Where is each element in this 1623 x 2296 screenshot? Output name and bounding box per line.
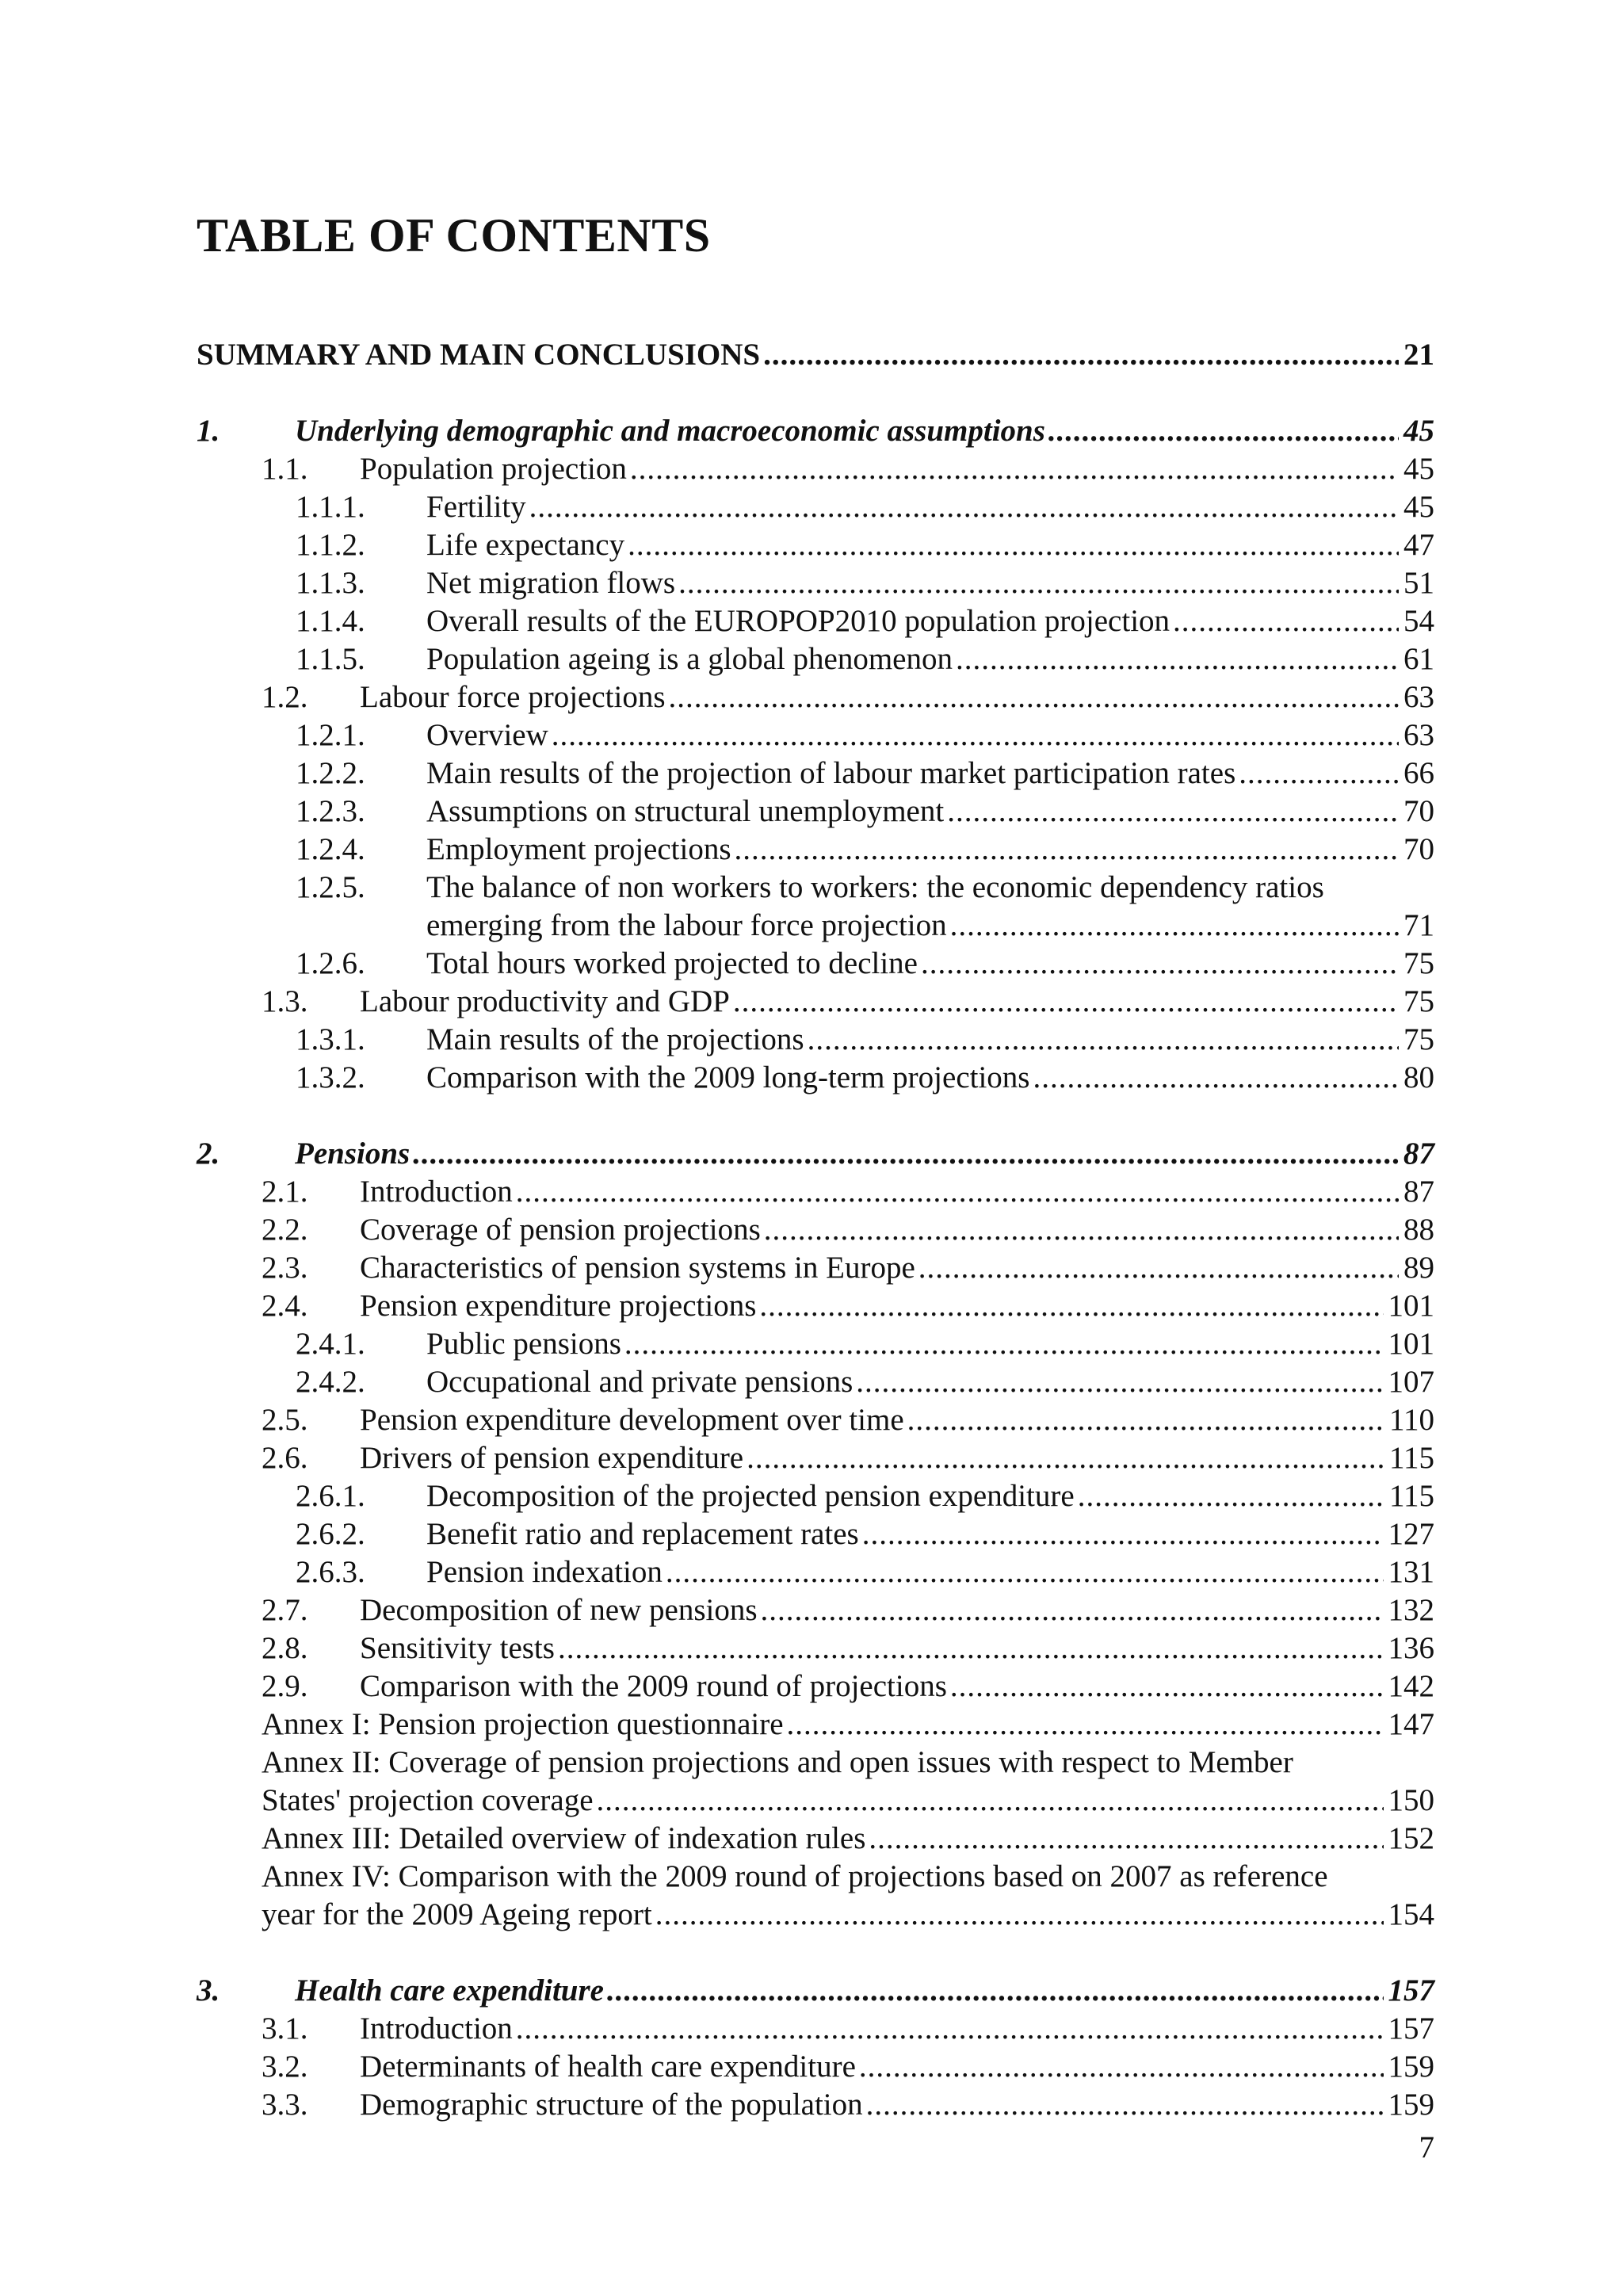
dot-leader <box>552 716 1399 755</box>
toc-entry[interactable] <box>197 945 1434 983</box>
toc-entry-text: Underlying demographic and macroeconomic assumptions <box>295 414 1045 448</box>
toc-entry[interactable] <box>197 831 1434 869</box>
toc-entry-text: Assumptions on structural unemployment <box>426 794 945 828</box>
toc-page-number: 157 <box>1388 1973 1434 2008</box>
toc-entry-text: Introduction <box>360 2011 513 2046</box>
toc-entry-number: 2.4.1. <box>296 1327 365 1361</box>
toc-entry-number: 2.6.3. <box>296 1555 365 1589</box>
toc-entry[interactable] <box>197 1249 1434 1287</box>
toc-entry-text: Total hours worked projected to decline <box>426 946 918 980</box>
toc-page-number: 152 <box>1388 1821 1434 1855</box>
toc-annex[interactable] <box>197 1744 1434 1782</box>
toc-entry[interactable] <box>197 2086 1434 2124</box>
toc-chapter-2[interactable] <box>197 1135 1434 1173</box>
toc-entry-text: The balance of non workers to workers: the economic dependency ratios <box>426 870 1324 904</box>
toc-entry-text: Sensitivity tests <box>360 1631 555 1665</box>
toc-entry[interactable] <box>197 1668 1434 1706</box>
dot-leader <box>764 1211 1399 1249</box>
toc-entry-text: SUMMARY AND MAIN CONCLUSIONS <box>197 338 761 372</box>
toc-entry-text: Characteristics of pension systems in Europe <box>360 1251 915 1285</box>
toc-entry-number: 1.3.2. <box>296 1060 365 1095</box>
toc-entry-text: Determinants of health care expenditure <box>360 2050 856 2084</box>
toc-page-number: 136 <box>1388 1631 1434 1665</box>
page-title: TABLE OF CONTENTS <box>197 209 711 262</box>
toc-page-number: 47 <box>1403 528 1434 562</box>
toc-entry-text: Overview <box>426 718 548 752</box>
toc-entry-text: Labour productivity and GDP <box>360 984 730 1018</box>
dot-leader <box>759 1287 1383 1325</box>
toc-entry-number: 1.1.2. <box>296 528 365 562</box>
toc-entry-text: Health care expenditure <box>295 1973 604 2008</box>
toc-entry-text: Decomposition of the projected pension expenditure <box>426 1479 1075 1513</box>
toc-entry[interactable] <box>197 1553 1434 1591</box>
dot-leader <box>787 1706 1384 1744</box>
dot-leader <box>866 2086 1384 2124</box>
toc-entry-text: Overall results of the EUROPOP2010 population projection <box>426 604 1170 638</box>
toc-entry[interactable] <box>197 1325 1434 1363</box>
toc-entry[interactable] <box>197 1591 1434 1629</box>
toc-page-number: 71 <box>1403 908 1434 942</box>
toc-entry-number: 1.1.5. <box>296 642 365 676</box>
toc-annex[interactable] <box>197 1706 1434 1744</box>
toc-page-number: 70 <box>1403 832 1434 866</box>
dot-leader <box>947 793 1399 831</box>
toc-page-number: 154 <box>1388 1897 1434 1931</box>
toc-entry-text: Decomposition of new pensions <box>360 1593 758 1627</box>
toc-page-number: 75 <box>1403 984 1434 1018</box>
dot-leader <box>666 1553 1384 1591</box>
toc-entry[interactable] <box>197 869 1434 907</box>
toc-page-number: 142 <box>1388 1669 1434 1703</box>
toc-entry-number: 1.2.6. <box>296 946 365 980</box>
dot-leader <box>735 831 1399 869</box>
dot-leader <box>678 564 1399 602</box>
toc-chapter-number: 2. <box>197 1137 220 1171</box>
toc-chapter-1[interactable] <box>197 412 1434 450</box>
toc-entry-text: Employment projections <box>426 832 731 866</box>
toc-entry-text: Main results of the projection of labour market participation rates <box>426 756 1236 790</box>
toc-entry-number: 2.9. <box>262 1669 308 1703</box>
toc-entry-number: 2.6. <box>262 1441 308 1475</box>
dot-leader <box>856 1363 1383 1401</box>
dot-leader <box>1173 602 1399 640</box>
dot-leader <box>862 1515 1384 1553</box>
dot-leader <box>607 1972 1384 2010</box>
toc-entry-number: 2.4.2. <box>296 1365 365 1399</box>
toc-entry[interactable] <box>197 564 1434 602</box>
toc-entry-number: 1.2.3. <box>296 794 365 828</box>
toc-page-number: 61 <box>1403 642 1434 676</box>
toc-page-number: 101 <box>1388 1327 1434 1361</box>
toc-entry-text: Public pensions <box>426 1327 621 1361</box>
toc-entry-text: Annex II: Coverage of pension projections and open issues with respect to Member <box>262 1745 1293 1779</box>
toc-page-number: 63 <box>1403 680 1434 714</box>
dot-leader <box>869 1820 1383 1858</box>
toc-entry-text: emerging from the labour force projection <box>426 908 947 942</box>
toc-entry-text: Annex III: Detailed overview of indexation rules <box>262 1821 866 1855</box>
toc-entry-text: Labour force projections <box>360 680 666 714</box>
toc-entry-number: 3.3. <box>262 2088 308 2122</box>
dot-leader <box>907 1401 1384 1439</box>
dot-leader <box>558 1629 1384 1668</box>
toc-entry-number: 1.2.1. <box>296 718 365 752</box>
toc-page-number: 45 <box>1403 414 1434 448</box>
toc-entry-number: 2.4. <box>262 1289 308 1323</box>
toc-entry[interactable] <box>197 2048 1434 2086</box>
toc-page-number: 131 <box>1388 1555 1434 1589</box>
toc-page-number: 87 <box>1403 1175 1434 1209</box>
toc-entry-text: Drivers of pension expenditure <box>360 1441 744 1475</box>
toc-page-number: 107 <box>1388 1365 1434 1399</box>
toc-entry-number: 1.2.4. <box>296 832 365 866</box>
toc-entry-number: 3.2. <box>262 2050 308 2084</box>
toc-page-number: 110 <box>1388 1403 1434 1437</box>
toc-entry-text: year for the 2009 Ageing report <box>262 1897 652 1931</box>
table-of-contents <box>197 336 1434 2124</box>
toc-page-number: 159 <box>1388 2088 1434 2122</box>
toc-entry-number: 2.6.2. <box>296 1517 365 1551</box>
toc-entry-text: Pension expenditure projections <box>360 1289 757 1323</box>
dot-leader <box>597 1782 1384 1820</box>
toc-entry-number: 1.2.5. <box>296 870 365 904</box>
toc-entry-number: 1.1. <box>262 452 308 486</box>
toc-page-number: 63 <box>1403 718 1434 752</box>
toc-entry[interactable] <box>197 793 1434 831</box>
toc-page-number: 45 <box>1403 452 1434 486</box>
toc-entry-text: Fertility <box>426 490 526 524</box>
toc-page-number: 51 <box>1403 566 1434 600</box>
toc-entry-number: 2.2. <box>262 1213 308 1247</box>
toc-entry[interactable] <box>197 1059 1434 1097</box>
toc-entry-text: Pension expenditure development over time <box>360 1403 904 1437</box>
toc-entry[interactable] <box>197 1021 1434 1059</box>
toc-page-number: 150 <box>1388 1783 1434 1817</box>
dot-leader <box>655 1896 1384 1934</box>
toc-entry-text: Population ageing is a global phenomenon <box>426 642 953 676</box>
toc-entry-text: Comparison with the 2009 long-term projections <box>426 1060 1030 1095</box>
toc-entry-text: Population projection <box>360 452 627 486</box>
toc-entry-text: Pension indexation <box>426 1555 663 1589</box>
toc-page-number: 21 <box>1403 338 1434 372</box>
toc-page-number: 147 <box>1388 1707 1434 1741</box>
dot-leader <box>747 1439 1384 1477</box>
dot-leader <box>921 945 1399 983</box>
toc-entry[interactable] <box>197 716 1434 755</box>
toc-entry-text: Demographic structure of the population <box>360 2088 863 2122</box>
toc-page-number: 127 <box>1388 1517 1434 1551</box>
dot-leader <box>918 1249 1399 1287</box>
toc-entry-number: 1.1.1. <box>296 490 365 524</box>
dot-leader <box>808 1021 1399 1059</box>
toc-entry-text: Life expectancy <box>426 528 625 562</box>
dot-leader <box>1078 1477 1384 1515</box>
toc-page-number: 132 <box>1388 1593 1434 1627</box>
dot-leader <box>761 1591 1384 1629</box>
toc-entry-number: 1.3.1. <box>296 1022 365 1056</box>
dot-leader <box>1048 412 1399 450</box>
toc-page-number: 101 <box>1388 1289 1434 1323</box>
dot-leader <box>733 983 1399 1021</box>
toc-entry[interactable] <box>197 1439 1434 1477</box>
toc-entry-text: Comparison with the 2009 round of projections <box>360 1669 947 1703</box>
toc-entry[interactable] <box>197 602 1434 640</box>
toc-entry-summary[interactable] <box>197 336 1434 374</box>
toc-page-number: 45 <box>1403 490 1434 524</box>
toc-entry-text: Annex IV: Comparison with the 2009 round of projections based on 2007 as reference <box>262 1859 1328 1893</box>
dot-leader <box>516 1173 1399 1211</box>
toc-annex-continuation[interactable] <box>197 1896 1434 1934</box>
dot-leader <box>624 1325 1384 1363</box>
toc-entry-number: 2.6.1. <box>296 1479 365 1513</box>
dot-leader <box>628 526 1399 564</box>
toc-entry[interactable] <box>197 983 1434 1021</box>
toc-entry-number: 2.1. <box>262 1175 308 1209</box>
toc-entry-number: 1.3. <box>262 984 308 1018</box>
toc-entry-text: Net migration flows <box>426 566 676 600</box>
toc-entry[interactable] <box>197 1287 1434 1325</box>
toc-entry[interactable] <box>197 2010 1434 2048</box>
toc-entry[interactable] <box>197 1477 1434 1515</box>
toc-entry-text: Benefit ratio and replacement rates <box>426 1517 859 1551</box>
dot-leader <box>630 450 1399 488</box>
toc-entry[interactable] <box>197 1363 1434 1401</box>
toc-entry-number: 2.7. <box>262 1593 308 1627</box>
toc-page-number: 80 <box>1403 1060 1434 1095</box>
toc-entry-text: Coverage of pension projections <box>360 1213 761 1247</box>
toc-chapter-number: 1. <box>197 414 220 448</box>
dot-leader <box>529 488 1399 526</box>
toc-entry-number: 1.2. <box>262 680 308 714</box>
page-number: 7 <box>1419 2130 1434 2164</box>
toc-entry[interactable] <box>197 1515 1434 1553</box>
toc-entry-number: 1.1.3. <box>296 566 365 600</box>
toc-page-number: 88 <box>1403 1213 1434 1247</box>
toc-entry[interactable] <box>197 1401 1434 1439</box>
toc-entry-text: States' projection coverage <box>262 1783 594 1817</box>
toc-page-number: 70 <box>1403 794 1434 828</box>
toc-entry[interactable] <box>197 1173 1434 1211</box>
dot-leader <box>763 336 1399 374</box>
toc-entry[interactable] <box>197 755 1434 793</box>
toc-entry-text: Main results of the projections <box>426 1022 804 1056</box>
toc-entry[interactable] <box>197 450 1434 488</box>
toc-page-number: 89 <box>1403 1251 1434 1285</box>
toc-entry-number: 3.1. <box>262 2011 308 2046</box>
toc-chapter-3[interactable] <box>197 1972 1434 2010</box>
toc-entry-text: Pensions <box>295 1137 411 1171</box>
toc-entry-number: 2.3. <box>262 1251 308 1285</box>
toc-annex[interactable] <box>197 1820 1434 1858</box>
toc-entry[interactable] <box>197 640 1434 678</box>
toc-page-number: 115 <box>1388 1479 1434 1513</box>
toc-page-number: 54 <box>1403 604 1434 638</box>
toc-annex-continuation[interactable] <box>197 1782 1434 1820</box>
toc-entry-number: 2.5. <box>262 1403 308 1437</box>
dot-leader <box>1239 755 1399 793</box>
dot-leader <box>956 640 1399 678</box>
toc-entry[interactable] <box>197 1629 1434 1668</box>
toc-entry-number: 1.2.2. <box>296 756 365 790</box>
toc-entry-number: 2.8. <box>262 1631 308 1665</box>
toc-page-number: 87 <box>1403 1137 1434 1171</box>
toc-entry-text: Occupational and private pensions <box>426 1365 854 1399</box>
dot-leader <box>859 2048 1384 2086</box>
toc-entry[interactable] <box>197 678 1434 716</box>
toc-entry[interactable] <box>197 488 1434 526</box>
dot-leader <box>950 1668 1384 1706</box>
toc-entry[interactable] <box>197 526 1434 564</box>
toc-entry-number: 1.1.4. <box>296 604 365 638</box>
dot-leader <box>413 1135 1399 1173</box>
toc-annex[interactable] <box>197 1858 1434 1896</box>
dot-leader <box>950 907 1399 945</box>
dot-leader <box>669 678 1399 716</box>
toc-page-number: 75 <box>1403 946 1434 980</box>
toc-page-number: 75 <box>1403 1022 1434 1056</box>
toc-page-number: 159 <box>1388 2050 1434 2084</box>
toc-page-number: 66 <box>1403 756 1434 790</box>
dot-leader <box>1033 1059 1399 1097</box>
toc-entry-text: Introduction <box>360 1175 513 1209</box>
toc-page-number: 157 <box>1388 2011 1434 2046</box>
toc-entry-continuation[interactable] <box>197 907 1434 945</box>
dot-leader <box>516 2010 1384 2048</box>
toc-entry[interactable] <box>197 1211 1434 1249</box>
toc-page-number: 115 <box>1388 1441 1434 1475</box>
toc-chapter-number: 3. <box>197 1973 220 2008</box>
toc-entry-text: Annex I: Pension projection questionnaire <box>262 1707 784 1741</box>
